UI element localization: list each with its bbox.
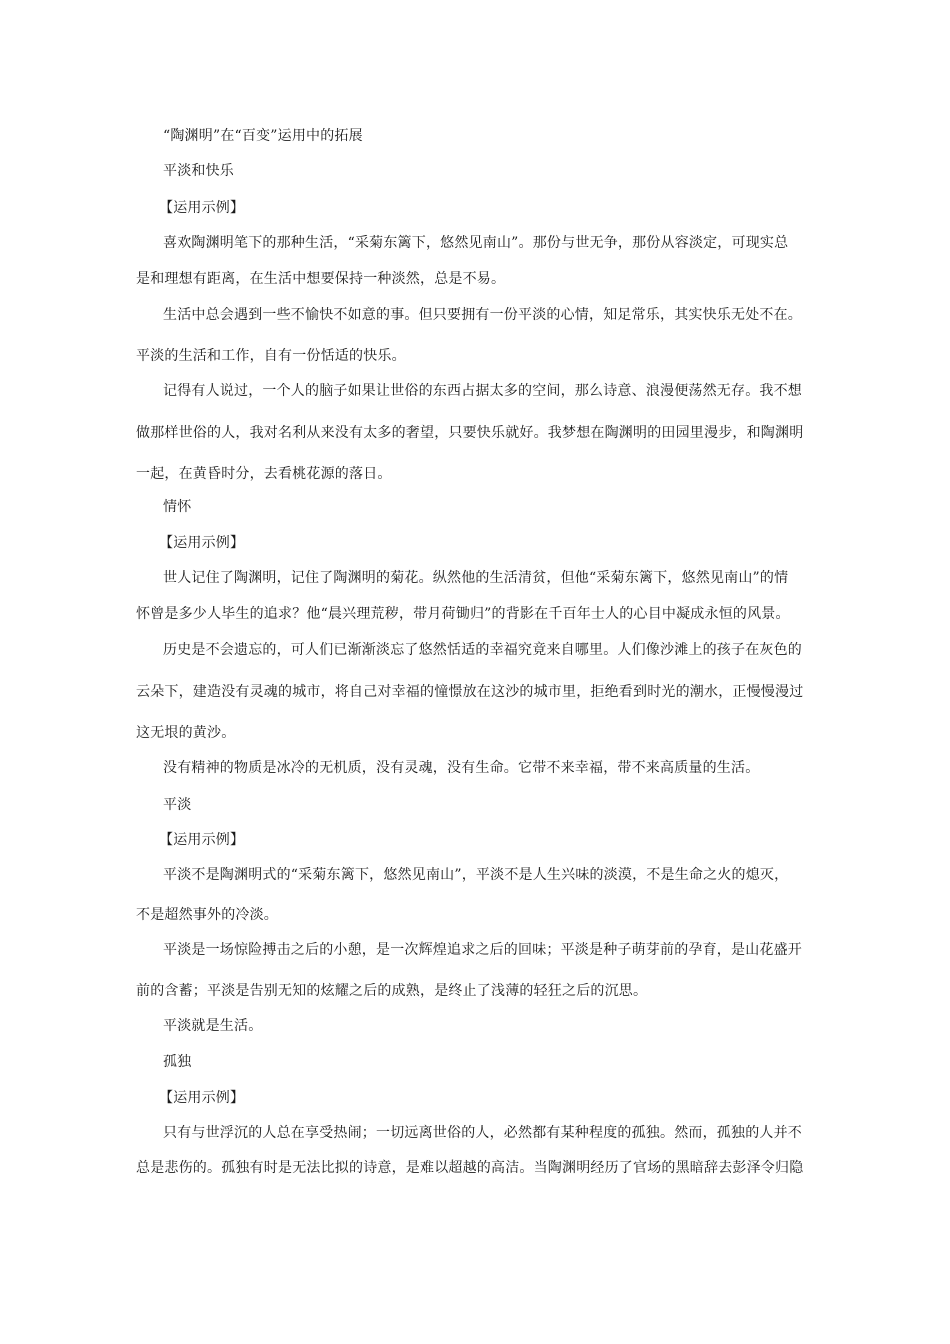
paragraph-line: 一起，在黄昏时分，去看桃花源的落日。 xyxy=(136,466,392,482)
paragraph-line: 记得有人说过，一个人的脑子如果让世俗的东西占据太多的空间，那么诗意、浪漫便荡然无存。我不想 xyxy=(163,383,802,399)
section-heading: 孤独 xyxy=(163,1054,192,1070)
paragraph-line: 前的含蓄；平淡是告别无知的炫耀之后的成熟，是终止了浅薄的轻狂之后的沉思。 xyxy=(136,983,648,999)
paragraph-line: 平淡就是生活。 xyxy=(163,1018,263,1034)
paragraph-line: 世人记住了陶渊明，记住了陶渊明的菊花。纵然他的生活清贫，但他“采菊东篱下，悠然见南山”的情 xyxy=(163,570,789,586)
section-heading: 情怀 xyxy=(163,499,192,515)
example-label: 【运用示例】 xyxy=(159,200,245,216)
paragraph-line: 只有与世浮沉的人总在享受热闹；一切远离世俗的人，必然都有某种程度的孤独。然而，孤独的人并不 xyxy=(163,1125,802,1141)
paragraph-line: 云朵下，建造没有灵魂的城市，将自己对幸福的憧憬放在这沙的城市里，拒绝看到时光的潮水，正慢慢漫过 xyxy=(136,684,804,700)
paragraph-line: 生活中总会遇到一些不愉快不如意的事。但只要拥有一份平淡的心情，知足常乐，其实快乐无处不在。 xyxy=(163,307,802,323)
document-title: “陶渊明”在“百变”运用中的拓展 xyxy=(163,128,363,144)
paragraph-line: 做那样世俗的人，我对名利从来没有太多的奢望，只要快乐就好。我梦想在陶渊明的田园里漫步，和陶渊明 xyxy=(136,425,804,441)
paragraph-line: 历史是不会遗忘的，可人们已渐渐淡忘了悠然恬适的幸福究竟来自哪里。人们像沙滩上的孩子在灰色的 xyxy=(163,642,802,658)
example-label: 【运用示例】 xyxy=(159,535,245,551)
paragraph-line: 平淡是一场惊险搏击之后的小憩，是一次辉煌追求之后的回味；平淡是种子萌芽前的孕育，是山花盛开 xyxy=(163,942,802,958)
paragraph-line: 这无垠的黄沙。 xyxy=(136,725,236,741)
section-heading: 平淡和快乐 xyxy=(163,163,234,179)
example-label: 【运用示例】 xyxy=(159,1090,245,1106)
section-heading: 平淡 xyxy=(163,797,192,813)
paragraph-line: 是和理想有距离，在生活中想要保持一种淡然，总是不易。 xyxy=(136,271,506,287)
paragraph-line: 总是悲伤的。孤独有时是无法比拟的诗意，是难以超越的高洁。当陶渊明经历了官场的黑暗辞去彭泽令归隐 xyxy=(136,1160,804,1176)
paragraph-line: 怀曾是多少人毕生的追求？他“晨兴理荒秽，带月荷锄归”的背影在千百年士人的心目中凝成永恒的风景。 xyxy=(136,606,790,622)
paragraph-line: 喜欢陶渊明笔下的那种生活，“采菊东篱下，悠然见南山”。那份与世无争，那份从容淡定，可现实总 xyxy=(163,235,789,251)
paragraph-line: 平淡的生活和工作，自有一份恬适的快乐。 xyxy=(136,348,406,364)
paragraph-line: 平淡不是陶渊明式的“采菊东篱下，悠然见南山”，平淡不是人生兴味的淡漠，不是生命之火的熄灭， xyxy=(163,867,789,883)
paragraph-line: 不是超然事外的冷淡。 xyxy=(136,907,278,923)
example-label: 【运用示例】 xyxy=(159,832,245,848)
paragraph-line: 没有精神的物质是冰冷的无机质，没有灵魂，没有生命。它带不来幸福，带不来高质量的生活。 xyxy=(163,760,760,776)
